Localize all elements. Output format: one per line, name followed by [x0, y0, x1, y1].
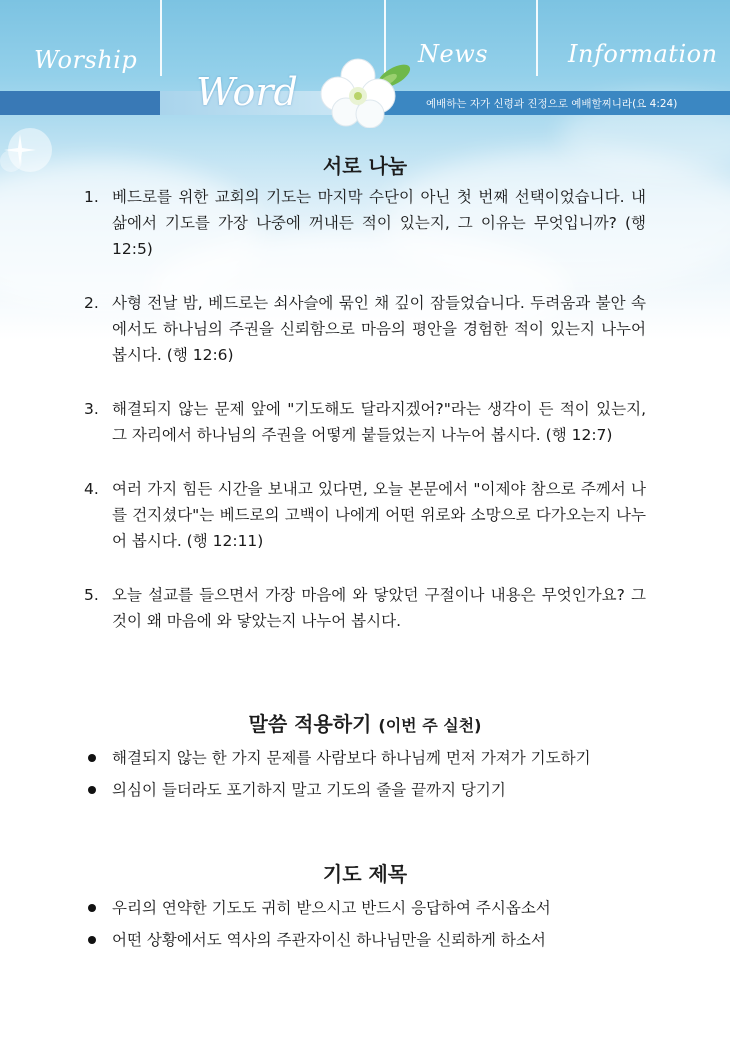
question-number: 2. [84, 294, 99, 312]
list-item [84, 396, 646, 448]
bullet-icon [88, 786, 96, 794]
nav-information: Information [568, 40, 718, 68]
bullet-icon [88, 904, 96, 912]
prayer-item-text: 어떤 상황에서도 역사의 주관자이신 하나님만을 신뢰하게 하소서 [112, 931, 546, 949]
list-item [88, 774, 648, 806]
nav-worship: Worship [34, 46, 138, 74]
apply-subtitle: (이번 주 실천) [378, 716, 482, 735]
question-number: 4. [84, 480, 99, 498]
list-item [84, 476, 646, 554]
list-item [88, 924, 648, 956]
prayer-title: 기도 제목 [322, 862, 408, 886]
list-item [84, 290, 646, 368]
question-text: 여러 가지 힘든 시간을 보내고 있다면, 오늘 본문에서 "이제야 참으로 주께서 나를 건지셨다"는 베드로의 고백이 나에게 어떤 위로와 소망으로 다가오는지 나누어 봅시다. (행 12:11) [112, 480, 646, 550]
page-logo-title: Word [196, 70, 298, 114]
apply-list [88, 742, 648, 806]
bullet-icon [88, 754, 96, 762]
nav-news: News [418, 40, 489, 68]
list-item [88, 892, 648, 924]
list-item [88, 742, 648, 774]
apply-title-text: 말씀 적용하기 [248, 712, 372, 736]
sharing-title: 서로 나눔 [322, 154, 408, 178]
list-item [84, 184, 646, 262]
question-number: 3. [84, 400, 99, 418]
question-number: 1. [84, 188, 99, 206]
prayer-item-text: 우리의 연약한 기도도 귀히 받으시고 반드시 응답하여 주시옵소서 [112, 899, 551, 917]
question-text: 사형 전날 밤, 베드로는 쇠사슬에 묶인 채 깊이 잠들었습니다. 두려움과 불안 속에서도 하나님의 주권을 신뢰함으로 마음의 평안을 경험한 적이 있는지 나누어 봅시다. (행 12:6) [112, 294, 646, 364]
header-verse: 예배하는 자가 신령과 진정으로 예배할찌니라(요 4:24) [426, 98, 678, 110]
question-text: 오늘 설교를 들으면서 가장 마음에 와 닿았던 구절이나 내용은 무엇인가요? 그것이 왜 마음에 와 닿았는지 나누어 봅시다. [112, 586, 646, 630]
question-text: 베드로를 위한 교회의 기도는 마지막 수단이 아닌 첫 번째 선택이었습니다. 내 삶에서 기도를 가장 나중에 꺼내든 적이 있는지, 그 이유는 무엇입니까? (행 12:5) [112, 188, 646, 258]
question-text: 해결되지 않는 문제 앞에 "기도해도 달라지겠어?"라는 생각이 든 적이 있는지, 그 자리에서 하나님의 주권을 어떻게 붙들었는지 나누어 봅시다. (행 12:7) [112, 400, 646, 444]
bullet-icon [88, 936, 96, 944]
apply-item-text: 해결되지 않는 한 가지 문제를 사람보다 하나님께 먼저 가져가 기도하기 [112, 749, 591, 767]
apply-item-text: 의심이 들더라도 포기하지 말고 기도의 줄을 끝까지 당기기 [112, 781, 506, 799]
apply-title [0, 708, 730, 737]
list-item [84, 582, 646, 634]
prayer-list [88, 892, 648, 956]
sharing-question-list [84, 184, 646, 662]
question-number: 5. [84, 586, 99, 604]
